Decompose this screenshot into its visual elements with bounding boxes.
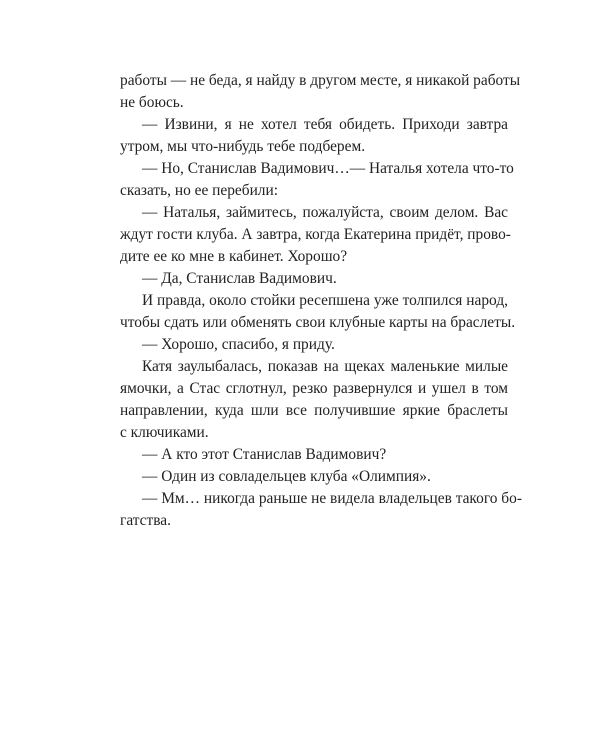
paragraph <box>120 334 508 356</box>
text-line: — Но, Станислав Вадимович…— Наталья хотела что-то <box>142 160 514 177</box>
text-line: дите ее ко мне в кабинет. Хорошо? <box>120 248 348 265</box>
text-line: — Да, Станислав Вадимович. <box>142 270 337 287</box>
text-line: сказать, но ее перебили: <box>120 182 279 199</box>
body-text <box>120 70 522 532</box>
text-line: ждут гости клуба. А завтра, когда Екатерина придёт, прово- <box>120 226 511 243</box>
paragraph <box>120 356 508 444</box>
text-line: Катя заулыбалась, показав на щеках маленькие милые <box>142 358 508 375</box>
text-line: чтобы сдать или обменять свои клубные карты на браслеты. <box>120 314 516 331</box>
text-line: направлении, куда шли все получившие яркие браслеты <box>120 402 508 419</box>
paragraph <box>120 290 516 334</box>
text-line: — Наталья, займитесь, пожалуйста, своим делом. Вас <box>142 204 508 221</box>
text-line: — Хорошо, спасибо, я приду. <box>142 336 335 353</box>
paragraph <box>120 202 511 268</box>
text-line: утром, мы что-нибудь тебе подберем. <box>120 138 366 155</box>
text-line: — Извини, я не хотел тебя обидеть. Приходи завтра <box>142 116 508 133</box>
text-line: — Мм… никогда раньше не видела владельцев такого бо- <box>142 490 522 507</box>
text-line: И правда, около стойки ресепшена уже толпился народ, <box>142 292 508 309</box>
text-line: работы — не беда, я найду в другом месте, я никакой работы <box>120 72 521 89</box>
text-line: ямочки, а Стас сглотнул, резко развернулся и ушел в том <box>120 380 508 397</box>
text-line: — Один из совладельцев клуба «Олимпия». <box>142 468 431 485</box>
paragraph <box>120 70 521 114</box>
text-line: — А кто этот Станислав Вадимович? <box>142 446 387 463</box>
paragraph <box>120 488 522 532</box>
paragraph <box>120 158 514 202</box>
paragraph <box>120 268 508 290</box>
paragraph <box>120 466 508 488</box>
text-line: не боюсь. <box>120 94 184 111</box>
paragraph <box>120 444 508 466</box>
paragraph <box>120 114 508 158</box>
text-line: гатства. <box>120 512 171 529</box>
text-line: с ключиками. <box>120 424 209 441</box>
